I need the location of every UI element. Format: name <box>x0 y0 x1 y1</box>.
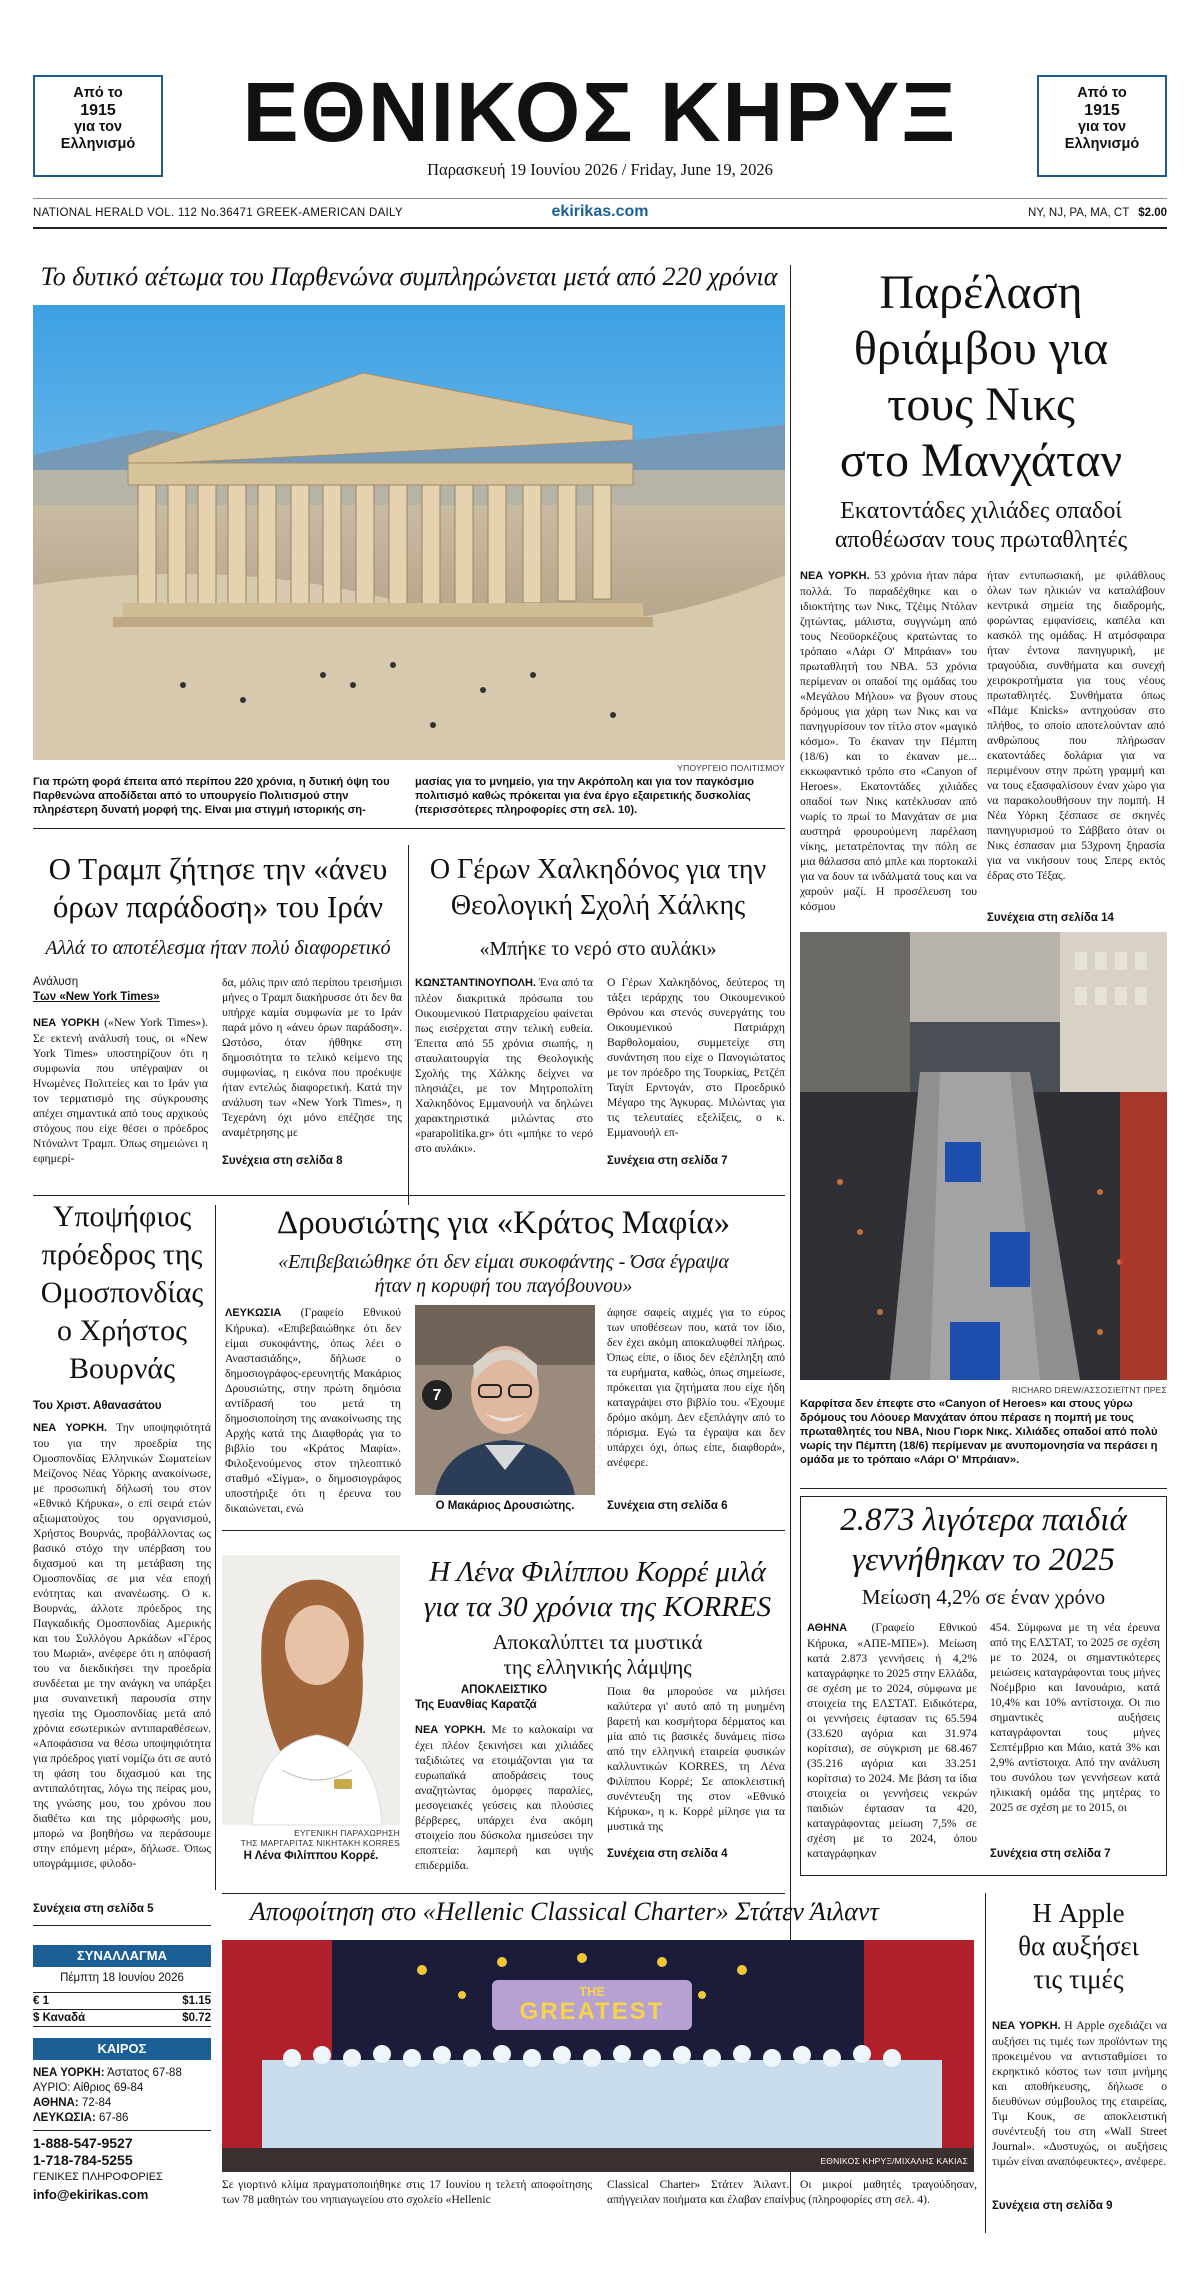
graduation-caption-right: Classical Charter» Στάτεν Άιλαντ. Οι μικροί μαθητές τραγούδησαν, απήγγειλαν ποιήματα και έλαβαν επαίνους (πληροφορίες στη σελ. 4). <box>607 2178 977 2206</box>
subhead-line: «Επιβεβαιώθηκε ότι δεν είμαι συκοφάντης - Όσα έγραψα <box>278 1251 729 1273</box>
body: Ποια θα μπορούσε να μιλήσει καλύτερα γι' αυτό από τη μυημένη βαρετή και κοσμήτορα δέρματος και μία από τις βασικές δυνάμεις πίσω από την ελληνική εταιρεία φυσικών καλλυντικών KORRES, τη Λένα Φιλίππου Κορρέ; Σε αποκλειστική συνέντευξη της στον «Εθνικό Κήρυκα», η κ. Κορρέ μίλησε για τα μυστικά της <box>607 1685 785 1833</box>
states: NY, NJ, PA, MA, CT <box>1028 207 1130 219</box>
graduation-headline: Αποφοίτηση στο «Hellenic Classical Charter» Στάτεν Άιλαντ <box>250 1897 879 1926</box>
body: άφησε σαφείς αιχμές για το εύρος των υποθέσεων που, κατά τον ίδιο, δεν έχει ακόμη αποκαλυφθεί πλήρως. Όπως είπε, ο ίδιος δεν εξέπληξη από τα ευρήματα, καθώς, όπως σημείωσε, πρόκειται για ζητήματα που είχε ήδη καταγράψει στο βιβλίο του. «Έχουμε δρόμο ακόμη. Δεν εξεπλάγην από το πόρισμα. Εγώ τα έγραψα και δεν υπάρχει όχι, όπως είπε, διαφθορά», ανέφερε. <box>607 1306 785 1469</box>
weather-row <box>33 2081 211 2096</box>
korres-caption: Η Λένα Φιλίππου Κορρέ. <box>243 1850 379 1862</box>
credit-line: ΤΗΣ ΜΑΡΓΑΡΙΤΑΣ ΝΙΚΗΤΑΚΗ KORRES <box>240 1838 400 1848</box>
price: $2.00 <box>1138 207 1167 219</box>
headline-line: τους Νικς <box>887 378 1075 431</box>
headline-line: θα αυξήσει <box>1018 1931 1139 1961</box>
halki-col2 <box>607 975 785 1155</box>
subhead-line: της ελληνικής λάμψης <box>503 1655 692 1679</box>
weather-city: ΑΘΗΝΑ: <box>33 2097 79 2109</box>
body: Ο Γέρων Χαλκηδόνος, δεύτερος τη τάξει ιεράρχης του Οικουμενικού Θρόνου και στενός συνεργάτης του Οικουμενικού Πατριάρχη Βαρθολομαίου, συμμετείχε στη συνάντηση που είχε ο Πανογιώτατος με τον πρόεδρο της Τουρκίας, Ρετζέπ Ταγίπ Ερντογάν, στο Προεδρικό Μέγαρο της Άγκυρας. Μιλώντας για τις τελευταίες εξελίξεις, ο κ. Εμμανουήλ επ- <box>607 976 785 1139</box>
weather-value: 67-86 <box>98 2112 129 2124</box>
headline-line: θριάμβου για <box>853 322 1109 375</box>
drousiotis-headline: Δρουσιώτης για «Κράτος Μαφία» <box>276 1205 731 1241</box>
website-link[interactable]: ekirikas.com <box>551 203 649 220</box>
headline-line: Θεολογική Σχολή Χάλκης <box>450 890 746 921</box>
fx-value: $1.15 <box>182 1995 211 2007</box>
apple-continued-link[interactable]: Συνέχεια στη σελίδα 9 <box>992 2200 1113 2212</box>
vournas-headline <box>33 1198 211 1388</box>
info-label: ΓΕΝΙΚΕΣ ΠΛΗΡΟΦΟΡΙΕΣ <box>33 2171 163 2183</box>
headline-line: Βουρνάς <box>69 1352 175 1385</box>
trump-byline <box>33 975 160 1005</box>
headline-line: Υποψήφιος <box>52 1200 192 1233</box>
weather-list <box>33 2066 211 2126</box>
fx-table <box>33 1992 211 2027</box>
graduation-photo-credit: ΕΘΝΙΚΟΣ ΚΗΡΥΞ/ΜΙΧΑΛΗΣ ΚΑΚΙΑΣ <box>820 2156 968 2166</box>
fx-label: € 1 <box>33 1995 49 2007</box>
trump-col2 <box>222 975 402 1155</box>
vournas-byline: Του Χριστ. Αθανασάτου <box>33 1400 162 1412</box>
body: Την υποψηφιότητά του για την προεδρία της Ομοσπονδίας Ελληνικών Σωματείων Μείζονος Νέας Υόρκης ανακοίνωσε, με προσωπική δήλωσή του στον «Εθνικό Κήρυκα», ο επί σειρά ετών αξιωματούχος του οργανισμού, Χρήστος Βουρνάς, προβάλλοντας ως βασικό στόχο την υπέρβαση του διχασμού και τη μετάβαση της Ομοσπονδίας σε μια νέα εποχή ενότητας και ανανέωσης. Ο κ. Βουρνάς, άλλοτε πρόεδρος της Παγκαδικής Ομοσπονδίας Αμερικής και του Συλλόγου Αρκάδων «Γέρος του Μωριά», ανέφερε ότι η απόφασή του να διεκδικήσει την προεδρία συνδέεται με την ανάγκη να υπάρξει μια συναινετική παρουσία στην ηγεσία της Ομοσπονδίας μετά από χρόνια εσωτερικών αντιπαραθέσεων. «Αποφάσισα να θέσω υποψηφιότητα για πρόεδρος γιατί νομίζω ότι σε αυτό τη φάση του διχασμού και της αντιπαλότητας, λόγω της πείρας μου, της γνώσης μου, του χρόνου που διαθέτω και της μόρφωσής μου, μπορώ να βοηθήσω να περάσουμε στην επόμενη μέρα», δήλωσε. Όπως υπογράμμισε, φιλοδο- <box>33 1421 211 1870</box>
price-info <box>1028 207 1167 219</box>
weather-value: Άστατος 67-88 <box>107 2067 182 2079</box>
box-line: Από το <box>1077 85 1127 101</box>
headline-line: 2.873 λιγότερα παιδιά <box>840 1502 1127 1538</box>
vournas-body <box>33 1420 211 1890</box>
graduation-photo <box>222 1940 974 2172</box>
credit-line: ΕΥΓΕΝΙΚΗ ΠΑΡΑΧΩΡΗΣΗ <box>294 1828 400 1838</box>
weather-row <box>33 2111 211 2126</box>
subhead-line: αποθέωσαν τους πρωταθλητές <box>834 527 1128 553</box>
weather-row <box>33 2096 211 2111</box>
channel-badge: 7 <box>432 1387 442 1404</box>
body: 454. Σύμφωνα με τη νέα έρευνα από της ΕΛΣΤΑΤ, το 2025 σε σχέση με το 2024, οι σημαντικότερες μειώσεις καταγράφονται τους μήνες Νοέμβριο και Ιανουάριο, κατά 10,4% και 10% αντίστοιχα. Οι πιο σημαντικές αυξήσεις καταγράφονται τους μήνες Σεπτέμβριο και Μάιο, κατά 3% και 2,9% αντίστοιχα. Από την ανάλυση του συνόλου των γεννήσεων κατά ηλικιακή ομάδα της μητέρας το 2025 σε σχέση με το 2015, οι <box>990 1621 1160 1814</box>
fx-title: ΣΥΝΑΛΛΑΓΜΑ <box>33 1945 211 1967</box>
knicks-col2 <box>987 568 1165 908</box>
births-col1 <box>807 1620 977 1870</box>
births-col2 <box>990 1620 1160 1845</box>
column-rule <box>215 1205 216 1890</box>
fx-row <box>33 2009 211 2027</box>
korres-col2 <box>607 1684 785 1844</box>
headline-line: Ο Τραμπ ζήτησε την «άνευ <box>48 851 388 886</box>
body: («New York Times»). Σε εκτενή ανάλυσή τους, οι «New York Times» υποστηρίζουν ότι η συμφωνία που υπέγραψαν οι Ηνωμένες Πολιτείες και το Ιράν για τον τερματισμό της σύγκρουσης απέχει σημαντικά από τους αρχικούς στόχους που είχε θέσει ο πρόεδρος Ντόναλντ Τραμπ. Όπως σημειώνει η εφημερί- <box>33 1016 208 1165</box>
graduation-caption-left: Σε γιορτινό κλίμα πραγματοποιήθηκε στις 17 Ιουνίου η τελετή αποφοίτησης των 78 μαθητών του νηπιαγωγείου στο σχολείο «Hellenic <box>222 2178 592 2206</box>
korres-col1 <box>415 1722 593 1872</box>
korres-subhead <box>410 1630 785 1680</box>
weather-title: ΚΑΙΡΟΣ <box>33 2038 211 2060</box>
headline-line: όρων παράδοση» του Ιράν <box>52 889 384 924</box>
section-rule <box>222 1893 785 1894</box>
masthead-bottom-rule <box>33 227 1167 229</box>
parthenon-headline: Το δυτικό αέτωμα του Παρθενώνα συμπληρώνεται μετά από 220 χρόνια <box>40 262 778 291</box>
weather-value: 72-84 <box>81 2097 112 2109</box>
headline-line: τις τιμές <box>1033 1964 1124 1994</box>
headline-line: Η Apple <box>1032 1898 1125 1928</box>
headline-line: Η Λένα Φιλίππου Κορρέ μιλά <box>429 1556 766 1588</box>
headline-line: ο Χρήστος <box>57 1314 187 1347</box>
body: δα, μόλις πριν από περίπου τρεισήμισι μήνες ο Τραμπ διακήρυσσε ότι δεν θα υπήρχε καμία συμφωνία με το Ιράν παρά μόνο η «άνευ όρων παράδοση». Ωστόσο, όταν ήθθηκε στη δημοσιότητα το τελικό κείμενο της συμφωνίας, η εικόνα που προέκυψε ήταν εντελώς διαφορετική. Κατά την ανάλυση των «New York Times», η Τεχεράνη όχι μόνο επέζησε της αναμέτρησης με <box>222 976 402 1139</box>
drousiotis-photo <box>415 1305 604 1495</box>
drousiotis-col2 <box>607 1305 785 1500</box>
korres-photo-credit <box>222 1828 400 1848</box>
births-subhead: Μείωση 4,2% σε έναν χρόνο <box>861 1585 1106 1609</box>
dateline: ΚΩΝΣΤΑΝΤΙΝΟΥΠΟΛΗ. <box>415 977 536 989</box>
dateline: ΝΕΑ ΥΟΡΚΗ. <box>800 570 870 582</box>
knicks-photo-caption: Καρφίτσα δεν έπεφτε στο «Canyon of Heroes» και στους γύρω δρόμους του Λόουερ Μανχάταν όπου πέρασε η πομπή με τους πρωταθλητές του NBA, Νιου Γιορκ Νικς. Χιλιάδες οπαδοί από πολύ νωρίς την Πέμπτη (18/6) περίμεναν με ανυπομονησία να περάσει η ομάδα με το τρόπαιο «Λάρι Ο' Μπράιαν». <box>800 1398 1158 1466</box>
drousiotis-subhead <box>222 1250 785 1298</box>
banner-line: THE <box>579 1984 605 1999</box>
column-rule <box>985 1893 986 2233</box>
vournas-continued-link[interactable]: Συνέχεια στη σελίδα 5 <box>33 1903 154 1915</box>
korres-headline <box>410 1555 785 1625</box>
headline-line: Ομοσπονδίας <box>40 1276 204 1309</box>
weather-city: ΛΕΥΚΩΣΙΑ: <box>33 2112 96 2124</box>
box-line: για τον <box>73 119 123 135</box>
subhead-line: Αποκαλύπτει τα μυστικά <box>492 1630 703 1654</box>
issue-date: Παρασκευή 19 Ιουνίου 2026 / Friday, June 19, 2026 <box>427 160 773 179</box>
email-link[interactable]: info@ekirikas.com <box>33 2187 149 2202</box>
box-year: 1915 <box>80 102 116 119</box>
knicks-parade-photo <box>800 932 1167 1380</box>
body: ήταν εντυπωσιακή, με φιλάθλους όλων των ηλικιών να καταλάβουν κεντρικά σημεία της διαδρομής, φορώντας εμφανίσεις, καπέλα και κασκόλ της ομάδας. Η ατμόσφαιρα ήταν έντονα πανηγυρική, με τραγούδια, συνθήματα και συνεχή χειροκροτήματα για τους νέους πρωταθλητές. Συνθήματα όπως «Πάμε Knicks» αντηχούσαν στο πλήθος, το οποίο αποτελούνταν από ανθρώπους που πλήρωσαν εκατοντάδες δολάρια για να περιμένουν στην πρώτη γραμμή και να τους εξασφαλίσουν έναν χώρο για να παρακολουθήσουν την πομπή. Η Νέα Υόρκη ξέσπασε σε σκηνές πανηγυρισμού το Σάββατο όταν οι Νικς έσπασαν μια 53χρονη ξηρασία για να νικήσουν τους Σπερς εκτός έδρας στο Τέξας. <box>987 569 1165 882</box>
parthenon-caption-left: Για πρώτη φορά έπειτα από περίπου 220 χρόνια, η δυτική όψη του Παρθενώνα αποδίδεται από το υπουργείο Πολιτισμού στην πληρέστερη δυνατή μορφή της. Είναι μια στιγμή ιστορικής ση- <box>33 776 390 816</box>
headline-line: γεννήθηκαν το 2025 <box>852 1542 1115 1578</box>
knicks-headline <box>795 265 1167 489</box>
byline-label: Ανάλυση <box>33 976 79 988</box>
section-rule <box>33 1925 211 1926</box>
byline-source: Των «New York Times» <box>33 991 160 1003</box>
births-headline <box>800 1500 1167 1580</box>
apple-headline <box>990 1897 1167 1996</box>
stage-banner <box>492 1982 692 2025</box>
weather-row <box>33 2066 211 2081</box>
body: (Γραφείο Εθνικού Κήρυκα). «Επιβεβαιώθηκε ότι δεν είμαι συκοφάντης, όπως λέει ο Αναστασιάδης», δήλωσε ο δημοσιογράφος-ερευνητής Μακάριος Δρουσιώτης, στην πρώτη δημόσια αντίδρασή του μετά τη δημοσιοποίηση της ανακοίνωσης της Αρχής κατά της Διαφθοράς για το βιβλίο του «Κράτος Μαφία». Φιλοξενούμενος στον τηλεοπτικό σταθμό «Σίγμα», ο δημοσιογράφος υποστήριξε ότι η έρευνα του δικαιώνεται, ενώ <box>225 1306 401 1515</box>
subhead-line: Εκατοντάδες χιλιάδες οπαδοί <box>840 498 1122 524</box>
knicks-col1 <box>800 568 977 926</box>
drousiotis-continued-link[interactable]: Συνέχεια στη σελίδα 6 <box>607 1500 728 1512</box>
dateline: ΛΕΥΚΩΣΙΑ <box>225 1307 282 1319</box>
phone-link[interactable]: 1-888-547-9527 <box>33 2135 133 2151</box>
body: Η Apple σχεδιάζει να αυξήσει τις τιμές των προϊόντων της προκειμένου να αντισταθμίσει το εκρηκτικό κόστος των τσιπ μνήμης και αποθήκευσης, δήλωσε ο διευθύνων σύμβουλος της εταιρείας, Τιμ Κουκ, σε αποκλειστική συνέντευξή του στη «Wall Street Journal». «Δυστυχώς, οι αυξήσεις τιμών είναι αναπόφευκτες», ανέφερε. <box>992 2019 1167 2168</box>
dateline: ΝΕΑ ΥΟΡΚΗ. <box>992 2020 1061 2032</box>
dateline: ΑΘΗΝΑ <box>807 1622 848 1634</box>
knicks-subhead <box>795 497 1167 555</box>
sidebar-rule <box>33 2130 211 2131</box>
korres-photo <box>222 1555 400 1825</box>
knicks-continued-link[interactable]: Συνέχεια στη σελίδα 14 <box>987 912 1114 924</box>
trump-continued-link[interactable]: Συνέχεια στη σελίδα 8 <box>222 1155 343 1167</box>
halki-col1 <box>415 975 593 1160</box>
parthenon-caption-right: μασίας για το μνημείο, για την Ακρόπολη και για τον παγκόσμιο πολιτισμό καθώς πρόκειται για ένα έργο εξαιρετικής δυσκολίας (περισσότερες πληροφορίες στη σελ. 10). <box>415 776 755 816</box>
box-line: Ελληνισμό <box>60 136 136 152</box>
banner-line: GREATEST <box>519 1998 665 2025</box>
weather-city: ΑΥΡΙΟ: <box>33 2082 71 2094</box>
section-rule <box>222 1530 785 1531</box>
headline-line: Ο Γέρων Χαλκηδόνος για την <box>429 854 767 885</box>
newspaper-title: ΕΘΝΙΚΟΣ ΚΗΡΥΞ <box>242 65 958 159</box>
dateline: ΝΕΑ ΥΟΡΚΗ. <box>33 1422 108 1434</box>
issue-info: NATIONAL HERALD VOL. 112 No.36471 GREEK-AMERICAN DAILY <box>33 207 403 219</box>
parthenon-photo-credit: ΥΠΟΥΡΓΕΙΟ ΠΟΛΙΤΙΣΜΟΥ <box>677 763 785 773</box>
box-line: Ελληνισμό <box>1064 136 1140 152</box>
headline-line: για τα 30 χρόνια της KORRES <box>423 1591 772 1623</box>
dateline: ΝΕΑ ΥΟΡΚΗ <box>33 1017 100 1029</box>
drousiotis-col1 <box>225 1305 401 1515</box>
since-1915-box-left <box>33 75 163 177</box>
halki-headline <box>412 852 784 924</box>
trump-headline <box>33 850 403 926</box>
body: Ένα από τα πλέον διακριτικά πρόσωπα του Οικουμενικού Πατριαρχείου φαίνεται πως εισέρχεται στην τελική ευθεία. Έπειτα από 55 χρόνια σιωπής, η σταυλαιτουργία της Θεολογικής Σχολής της Χάλκης δείχνει να πλησιάζει, με τον Μητροπολίτη Χαλκηδόνος Εμμανουήλ να δηλώνει χαρακτηριστικά μιλώντας στο «parapolitika.gr» ότι «μπήκε το νερό στο αυλάκι». <box>415 976 593 1155</box>
body: 53 χρόνια ήταν πάρα πολλά. Το παραδέχθηκε και ο ιδιοκτήτης των Νικς, Τζέιμς Ντόλαν ζητώντας, μάλιστα, συγγνώμη από τους Νεοϋορκέζους κρατώντας το τρόπαιο «Λάρι Ο' Μπράιαν» του πρωταθλητή του NBA. 53 χρόνια περίμεναν οι οπαδοί της ομάδας του «Μεγάλου Μήλου» να βγουν στους δρόμους για χάρη των Νικς και να πανηγυρίσουν τον τίτλο στον «μαγικό κόσμο». Το έκαναν την Πέμπτη (18/6) και το έκαναν με... εκκωφαντικό τρόπο στο «Canyon of Heroes». Εκατοντάδες χιλιάδες οπαδοί των Νικς κατέκλυσαν από νωρίς το πρωί το Μανχάταν σε μια αυστηρά φρουρούμενη παρέλαση νίκης, μετατρέποντας την πόλη σε μια θάλασσα από μπλε και πορτοκαλί για να δουν τα ινδάλματά τους και να χαρούν μαζί. Η προσέλευση του κόσμου <box>800 569 977 913</box>
headline-line: στο Μανχάταν <box>839 434 1123 487</box>
weather-value: Αίθριος 69-84 <box>73 2082 144 2094</box>
halki-continued-link[interactable]: Συνέχεια στη σελίδα 7 <box>607 1155 728 1167</box>
masthead-divider <box>33 198 1167 199</box>
trump-col1 <box>33 1015 208 1165</box>
contact-block <box>33 2135 211 2203</box>
trump-subhead: Αλλά το αποτέλεσμα ήταν πολύ διαφορετικό <box>45 937 391 959</box>
korres-continued-link[interactable]: Συνέχεια στη σελίδα 4 <box>607 1848 728 1860</box>
box-line: Από το <box>73 85 123 101</box>
births-continued-link[interactable]: Συνέχεια στη σελίδα 7 <box>990 1848 1111 1860</box>
weather-city: ΝΕΑ ΥΟΡΚΗ: <box>33 2067 105 2079</box>
box-year: 1915 <box>1084 102 1120 119</box>
subhead-line: ήταν η κορυφή του παγόβουνου» <box>374 1275 633 1297</box>
section-rule <box>33 1195 785 1196</box>
parthenon-photo <box>33 305 785 760</box>
box-line: για τον <box>1077 119 1127 135</box>
dateline: ΝΕΑ ΥΟΡΚΗ. <box>415 1724 486 1736</box>
fx-date: Πέμπτη 18 Ιουνίου 2026 <box>60 1972 184 1984</box>
halki-subhead: «Μπήκε το νερό στο αυλάκι» <box>479 938 717 960</box>
fx-value: $0.72 <box>182 2012 211 2024</box>
phone-link[interactable]: 1-718-784-5255 <box>33 2152 133 2168</box>
drousiotis-photo-credit: FACEBOOK <box>593 1425 604 1475</box>
apple-body <box>992 2018 1167 2198</box>
body: (Γραφείο Εθνικού Κήρυκα, «ΑΠΕ-ΜΠΕ»). Μείωση κατά 2.873 γεννήσεις ή 4,2% καταγράφηκε το 2025 στην Ελλάδα, σε σχέση με το 2024, σύμφωνα με στοιχεία της ΕΛΣΤΑΤ. Ειδικότερα, οι γεννήσεις έφτασαν τις 65.594 (33.620 αγόρια και 31.974 κορίτσια), σε σύγκριση με 68.467 (35.216 αγόρια και 33.251 κορίτσια) το 2024. Με βάση τα ίδια στοιχεία οι γεννήσεις νεκρών παιδιών έφτασαν τα 420, καταγράφοντας μείωση 7,5% σε σχέση με το 2024, όπου καταγράφηκαν <box>807 1621 977 1860</box>
headline-line: πρόεδρος της <box>41 1238 203 1271</box>
column-rule <box>408 845 409 1205</box>
body: Με το καλοκαίρι να έχει πλέον ξεκινήσει και χιλιάδες ταξιδιώτες να ετοιμάζονται για τα ευρωπαϊκά αποδράσεις τους αναζητώντας όμορφες παραλίες, μεσογειακές γεύσεις και πλούσιες βέρβερες, υπάρχει ένα ακόμη στοιχείο που δύσκολα ημισεύσει την εποπτεία: λαμπερή και υγιής επιδερμίδα. <box>415 1723 593 1872</box>
fx-row <box>33 1992 211 2009</box>
fx-label: $ Καναδά <box>33 2012 86 2024</box>
drousiotis-caption: Ο Μακάριος Δρουσιώτης. <box>435 1500 575 1512</box>
headline-line: Παρέλαση <box>879 266 1083 319</box>
section-rule <box>33 828 785 829</box>
since-1915-box-right <box>1037 75 1167 177</box>
korres-byline: Της Ευανθίας Καρατζά <box>415 1699 537 1711</box>
knicks-photo-credit: RICHARD DREW/ΑΣΣΟΣΙΕΪΤΝΤ ΠΡΕΣ <box>1011 1385 1167 1395</box>
section-rule <box>800 1488 1167 1489</box>
exclusive-label: ΑΠΟΚΛΕΙΣΤΙΚΟ <box>460 1684 548 1696</box>
